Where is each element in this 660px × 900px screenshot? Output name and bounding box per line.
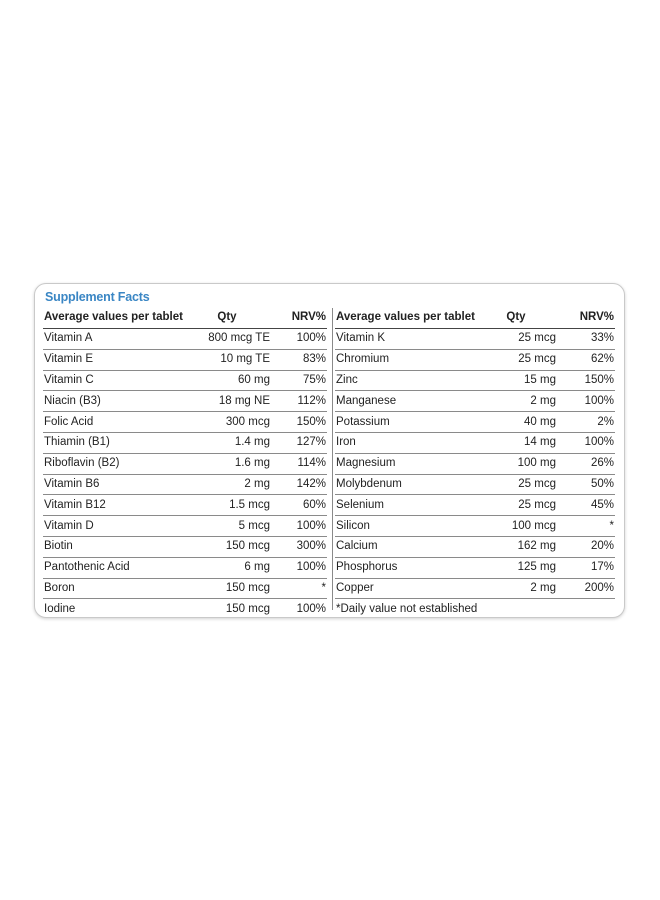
- nutrient-name: Chromium: [335, 349, 475, 370]
- nutrient-name: Boron: [43, 578, 183, 599]
- nutrient-qty: 2 mg: [183, 474, 271, 495]
- nutrient-nrv: 45%: [557, 495, 615, 516]
- nutrient-name: Phosphorus: [335, 557, 475, 578]
- nutrient-qty: 150 mcg: [183, 536, 271, 557]
- table-row: [335, 536, 615, 557]
- nutrient-qty: 60 mg: [183, 370, 271, 391]
- nutrient-nrv: 20%: [557, 536, 615, 557]
- nutrient-qty: 300 mcg: [183, 412, 271, 433]
- nutrient-qty: 25 mcg: [475, 474, 557, 495]
- nutrient-name: Potassium: [335, 412, 475, 433]
- header-nrv: NRV%: [271, 307, 327, 329]
- table-row: [43, 391, 327, 412]
- nutrient-nrv: 127%: [271, 432, 327, 453]
- nutrient-qty: 1.5 mcg: [183, 495, 271, 516]
- nutrient-qty: 150 mcg: [225, 602, 270, 615]
- table-row: [335, 474, 615, 495]
- nutrient-name: Vitamin A: [43, 329, 183, 350]
- nutrient-qty: 10 mg TE: [183, 349, 271, 370]
- table-row: [335, 453, 615, 474]
- table-row: [43, 370, 327, 391]
- table-row: [335, 516, 615, 537]
- header-qty: Qty: [475, 307, 557, 329]
- nutrient-name: Zinc: [335, 370, 475, 391]
- nutrient-name: Copper: [335, 578, 475, 599]
- nutrient-qty: 5 mcg: [183, 516, 271, 537]
- nutrient-qty: 162 mg: [475, 536, 557, 557]
- nutrient-qty: 25 mcg: [475, 349, 557, 370]
- nutrient-nrv: *: [271, 578, 327, 599]
- nutrient-nrv: 2%: [557, 412, 615, 433]
- table-row: [43, 349, 327, 370]
- nutrient-name: Calcium: [335, 536, 475, 557]
- supplement-facts-panel: [34, 283, 625, 618]
- table-row: [43, 329, 327, 350]
- nutrient-qty: 1.6 mg: [183, 453, 271, 474]
- nutrient-qty: 18 mg NE: [183, 391, 271, 412]
- table-header-row: [335, 307, 615, 329]
- nutrient-nrv: 150%: [557, 370, 615, 391]
- nutrient-name: Vitamin E: [43, 349, 183, 370]
- table-row: [335, 370, 615, 391]
- nutrient-name: Vitamin C: [43, 370, 183, 391]
- nutrient-name: Niacin (B3): [43, 391, 183, 412]
- table-row: [43, 474, 327, 495]
- nutrient-name: Vitamin K: [335, 329, 475, 350]
- table-row: [43, 453, 327, 474]
- table-row: [335, 329, 615, 350]
- nutrient-qty: 1.4 mg: [183, 432, 271, 453]
- nutrient-nrv: 150%: [271, 412, 327, 433]
- nutrient-nrv: 100%: [271, 557, 327, 578]
- nutrient-nrv: 100%: [557, 432, 615, 453]
- table-header-row: [43, 307, 327, 329]
- footnote: *Daily value not established: [336, 602, 478, 615]
- nutrient-qty: 15 mg: [475, 370, 557, 391]
- panel-title: Supplement Facts: [45, 290, 150, 304]
- header-nrv: NRV%: [557, 307, 615, 329]
- right-facts-table: [335, 307, 615, 619]
- nutrient-nrv: 60%: [271, 495, 327, 516]
- footnote-row: [335, 599, 615, 619]
- nutrient-nrv: 33%: [557, 329, 615, 350]
- table-row: [335, 557, 615, 578]
- table-row: [335, 391, 615, 412]
- nutrient-nrv: 100%: [557, 391, 615, 412]
- table-row: [43, 578, 327, 599]
- nutrient-nrv: *: [557, 516, 615, 537]
- nutrient-qty: 100 mg: [475, 453, 557, 474]
- table-row: [335, 578, 615, 599]
- nutrient-qty: 2 mg: [475, 391, 557, 412]
- nutrient-nrv: 75%: [271, 370, 327, 391]
- table-row: [43, 599, 327, 619]
- nutrient-nrv: 300%: [271, 536, 327, 557]
- table-row: [43, 495, 327, 516]
- nutrient-qty: 40 mg: [475, 412, 557, 433]
- table-row: [335, 412, 615, 433]
- nutrient-nrv: 17%: [557, 557, 615, 578]
- left-facts-table: [43, 307, 327, 619]
- nutrient-nrv: 114%: [271, 453, 327, 474]
- nutrient-nrv: 50%: [557, 474, 615, 495]
- nutrient-name: Iodine: [44, 602, 76, 615]
- nutrient-name: Folic Acid: [43, 412, 183, 433]
- nutrient-name: Thiamin (B1): [43, 432, 183, 453]
- nutrient-qty: 25 mcg: [475, 495, 557, 516]
- nutrient-name: Vitamin B6: [43, 474, 183, 495]
- nutrient-qty: 800 mcg TE: [183, 329, 271, 350]
- nutrient-nrv: 100%: [271, 329, 327, 350]
- nutrient-nrv: 142%: [271, 474, 327, 495]
- nutrient-name: Biotin: [43, 536, 183, 557]
- column-divider: [332, 308, 333, 610]
- table-row: [335, 349, 615, 370]
- nutrient-nrv: 100%: [296, 602, 326, 615]
- table-row: [43, 432, 327, 453]
- nutrient-nrv: 83%: [271, 349, 327, 370]
- nutrient-name: Selenium: [335, 495, 475, 516]
- table-row: [43, 557, 327, 578]
- nutrient-nrv: 112%: [271, 391, 327, 412]
- nutrient-nrv: 100%: [271, 516, 327, 537]
- table-row: [43, 412, 327, 433]
- nutrient-qty: 25 mcg: [475, 329, 557, 350]
- nutrient-name: Iron: [335, 432, 475, 453]
- nutrient-qty: 2 mg: [475, 578, 557, 599]
- nutrient-qty: 100 mcg: [475, 516, 557, 537]
- nutrient-qty: 6 mg: [183, 557, 271, 578]
- table-row: [43, 516, 327, 537]
- nutrient-qty: 150 mcg: [183, 578, 271, 599]
- nutrient-name: Manganese: [335, 391, 475, 412]
- header-name: Average values per tablet: [43, 307, 183, 329]
- table-row: [335, 495, 615, 516]
- nutrient-name: Silicon: [335, 516, 475, 537]
- header-qty: Qty: [183, 307, 271, 329]
- table-row: [335, 432, 615, 453]
- nutrient-name: Vitamin D: [43, 516, 183, 537]
- nutrient-name: Pantothenic Acid: [43, 557, 183, 578]
- nutrient-name: Magnesium: [335, 453, 475, 474]
- nutrient-nrv: 200%: [557, 578, 615, 599]
- nutrient-name: Molybdenum: [335, 474, 475, 495]
- nutrient-qty: 14 mg: [475, 432, 557, 453]
- nutrient-nrv: 62%: [557, 349, 615, 370]
- nutrient-nrv: 26%: [557, 453, 615, 474]
- nutrient-qty: 125 mg: [475, 557, 557, 578]
- table-row: [43, 536, 327, 557]
- nutrient-name: Vitamin B12: [43, 495, 183, 516]
- nutrient-name: Riboflavin (B2): [43, 453, 183, 474]
- header-name: Average values per tablet: [335, 307, 475, 329]
